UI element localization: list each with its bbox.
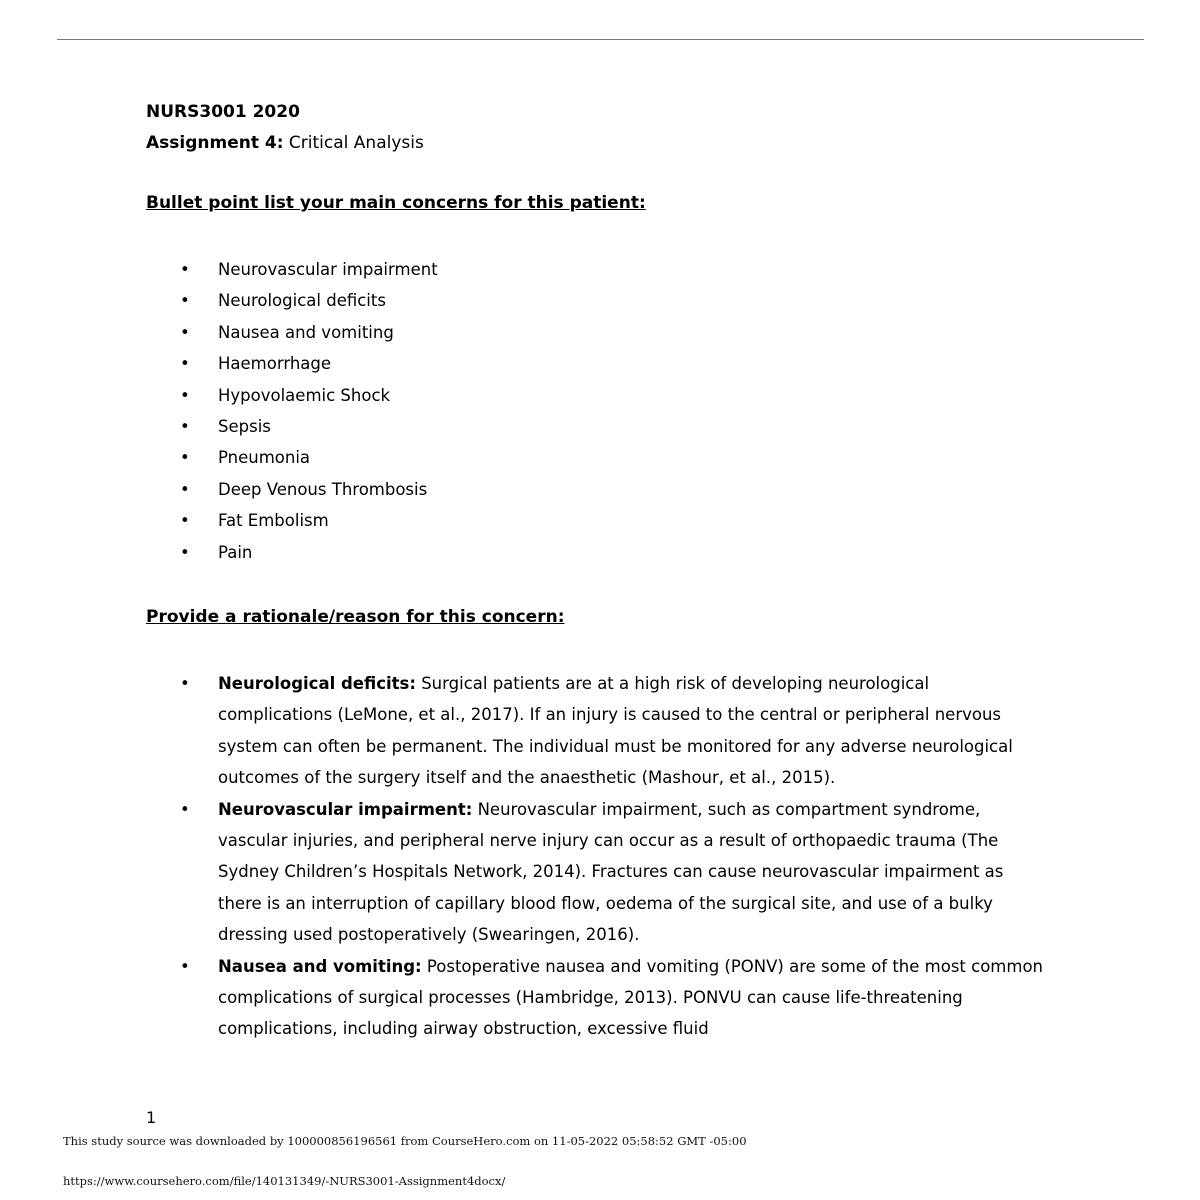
concerns-heading: Bullet point list your main concerns for this patient: <box>146 193 646 213</box>
rationale-item <box>146 794 1046 951</box>
document-body <box>146 100 1046 1045</box>
concern-item: • Sepsis <box>146 411 1046 442</box>
rationale-list <box>146 668 1046 1045</box>
download-notice: This study source was downloaded by 100000856196561 from CourseHero.com on 11-05-2022 05:58:52 GMT -05:00 <box>63 1134 747 1148</box>
course-title: NURS3001 2020 <box>146 102 300 122</box>
assignment-name: Critical Analysis <box>288 133 424 153</box>
concerns-list <box>146 254 1046 568</box>
rationale-text: Surgical patients are at a high risk of developing neurological complications (LeMone, et al., 2017). If an injury is caused to the central or peripheral nervous system can often be permanent. The individual must be monitored for any adverse neurological outcomes of the surgery itself and the anaesthetic (Mashour, et al., 2015). <box>218 673 1013 788</box>
rationale-heading: Provide a rationale/reason for this concern: <box>146 606 565 627</box>
rationale-term: Nausea and vomiting: <box>218 956 422 976</box>
concern-item: • Neurological deficits <box>146 285 1046 316</box>
page-number: 1 <box>146 1108 157 1127</box>
rationale-text: Postoperative nausea and vomiting (PONV) are some of the most common complications of surgical processes (Hambridge, 2013). PONVU can cause life-threatening complications, including airway obstruction, excessive fluid <box>218 956 1044 1039</box>
assignment-title <box>146 131 1046 155</box>
concern-item: • Pain <box>146 537 1046 568</box>
source-url: https://www.coursehero.com/file/140131349/-NURS3001-Assignment4docx/ <box>63 1174 506 1188</box>
rationale-item <box>146 668 1046 794</box>
assignment-label: Assignment 4: <box>146 133 284 153</box>
concern-item: • Deep Venous Thrombosis <box>146 474 1046 505</box>
rationale-term: Neurovascular impairment: <box>218 799 473 819</box>
concern-item: • Haemorrhage <box>146 348 1046 379</box>
concern-item: • Fat Embolism <box>146 505 1046 536</box>
rationale-term: Neurological deficits: <box>218 673 416 693</box>
concern-item: • Hypovolaemic Shock <box>146 380 1046 411</box>
rationale-text: Neurovascular impairment, such as compartment syndrome, vascular injuries, and peripheral nerve injury can occur as a result of orthopaedic trauma (The Sydney Children’s Hospitals Network, 2014). Fractures can cause neurovascular impairment as there is an interruption of capillary blood flow, oedema of the surgical site, and use of a bulky dressing used postoperatively (Swearingen, 2016). <box>218 799 1004 945</box>
rationale-item <box>146 951 1046 1045</box>
concern-item: • Neurovascular impairment <box>146 254 1046 285</box>
concern-item: • Nausea and vomiting <box>146 317 1046 348</box>
page-top-rule <box>57 39 1144 40</box>
concern-item: • Pneumonia <box>146 442 1046 473</box>
